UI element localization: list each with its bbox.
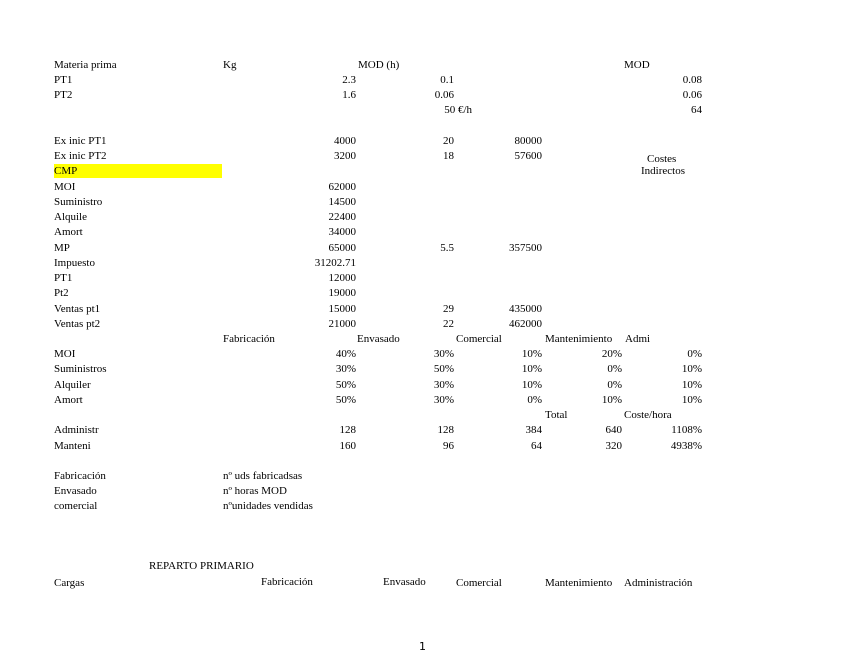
cell-header: Fabricación (261, 576, 313, 588)
cell-label: Ex inic PT2 (54, 150, 107, 162)
cell-value: 0.1 (440, 74, 454, 86)
cell-value: 12000 (328, 272, 356, 284)
cell-value: 30% (433, 394, 454, 406)
cell-value: 10% (601, 394, 622, 406)
cell-value: 34000 (328, 226, 356, 238)
cell-value: 128 (437, 424, 454, 436)
cell-label: PT2 (54, 89, 73, 101)
cell-text: nºunidades vendidas (223, 500, 313, 512)
cell-value: 62000 (328, 181, 356, 193)
cell-label: PT1 (54, 74, 73, 86)
cell-label: PT1 (54, 272, 73, 284)
cell-value: 128 (339, 424, 356, 436)
cell-value: 10% (681, 379, 702, 391)
cell-value: 50% (433, 363, 454, 375)
cell-value: 357500 (509, 242, 542, 254)
cell-header: Kg (223, 59, 237, 71)
cell-value: 15000 (328, 303, 356, 315)
cell-value: 3200 (334, 150, 356, 162)
cell-value: 435000 (509, 303, 542, 315)
cell-header: Comercial (456, 577, 502, 589)
cell-value: 10% (681, 363, 702, 375)
cell-value: 57600 (514, 150, 542, 162)
cell-label: Fabricación (54, 470, 106, 482)
cell-label: Materia prima (54, 59, 117, 71)
cell-label: Envasado (54, 485, 97, 497)
cell-header: MOD (h) (358, 59, 400, 71)
cell-value: 14500 (328, 196, 356, 208)
cell-value: 30% (433, 348, 454, 360)
cell-value: 0% (687, 348, 702, 360)
costes-indirectos-label: Costes (647, 153, 677, 165)
cell-label: Pt2 (54, 287, 69, 299)
cell-value: 21000 (328, 318, 356, 330)
cell-value: 10% (681, 394, 702, 406)
cell-value: 384 (525, 424, 542, 436)
cell-value: 10% (521, 363, 542, 375)
cell-value: 50% (335, 394, 356, 406)
cell-value: 0% (607, 363, 622, 375)
cell-label: Suministro (54, 196, 103, 208)
cell-header: Envasado (357, 333, 400, 345)
cell-text: nº uds fabricadsas (223, 470, 303, 482)
cell-value: 50% (335, 379, 356, 391)
cell-value: 29 (443, 303, 454, 315)
cell-value: 0% (607, 379, 622, 391)
costes-indirectos-label: Indirectos (641, 165, 685, 177)
cell-value: 30% (335, 363, 356, 375)
cell-label: MOI (54, 181, 76, 193)
cell-value: 0.08 (682, 74, 702, 86)
cell-value: 0.06 (434, 89, 454, 101)
cell-value: 4938% (670, 440, 702, 452)
cell-label: Cargas (54, 577, 85, 589)
cell-value: 0% (527, 394, 542, 406)
cell-label: Manteni (54, 440, 91, 452)
cell-value: 2.3 (342, 74, 356, 86)
cell-header: Comercial (456, 333, 502, 345)
cell-value: 64 (531, 440, 542, 452)
cell-value: 64 (691, 104, 702, 116)
cell-value: 18 (443, 150, 454, 162)
cell-label: MOI (54, 348, 76, 360)
cell-value: 10% (521, 348, 542, 360)
cell-label: Ex inic PT1 (54, 135, 107, 147)
page-number: 1 (419, 640, 426, 653)
cell-value: 320 (605, 440, 622, 452)
cell-label: comercial (54, 500, 98, 512)
cell-value: 80000 (514, 135, 542, 147)
cell-value: 96 (443, 440, 454, 452)
cell-header: Admi (625, 333, 651, 345)
cell-label: Alquile (54, 211, 87, 223)
cell-value: 462000 (509, 318, 542, 330)
cell-value: 19000 (328, 287, 356, 299)
cell-value: 65000 (328, 242, 356, 254)
section-title: REPARTO PRIMARIO (149, 560, 254, 572)
cell-value: 640 (605, 424, 622, 436)
cell-label: Impuesto (54, 257, 95, 269)
cell-value: 30% (433, 379, 454, 391)
cell-label: Alquiler (54, 379, 91, 391)
cell-value: 1108% (671, 424, 702, 436)
cell-label: Amort (54, 394, 83, 406)
cell-header: Envasado (383, 576, 426, 588)
cmp-highlight-cell: CMP (54, 164, 222, 178)
cell-label: MP (54, 242, 70, 254)
cell-label: Ventas pt2 (54, 318, 101, 330)
cell-value: 20% (601, 348, 622, 360)
cell-value: 5.5 (440, 242, 454, 254)
cell-header: Mantenimiento (545, 577, 613, 589)
cell-value: 40% (335, 348, 356, 360)
cell-value: 20 (443, 135, 454, 147)
cell-value: 22400 (328, 211, 356, 223)
cell-value: 10% (521, 379, 542, 391)
cell-text: nº horas MOD (223, 485, 287, 497)
cell-value: 1.6 (342, 89, 356, 101)
cell-value: 0.06 (682, 89, 702, 101)
cell-label: Ventas pt1 (54, 303, 101, 315)
cell-header: Mantenimiento (545, 333, 613, 345)
cell-value: 160 (339, 440, 356, 452)
cell-value: 22 (443, 318, 454, 330)
cell-header: Coste/hora (624, 409, 672, 421)
cell-header: Administración (624, 577, 693, 589)
cell-value: 4000 (334, 135, 356, 147)
cell-header: Fabricación (223, 333, 275, 345)
cell-label: Amort (54, 226, 83, 238)
cell-header: MOD (624, 59, 650, 71)
cell-header: Total (545, 409, 568, 421)
cell-value: 31202.71 (314, 257, 356, 269)
cell-value: 50 €/h (444, 104, 472, 116)
cell-label: Administr (54, 424, 99, 436)
cell-label: Suministros (54, 363, 107, 375)
